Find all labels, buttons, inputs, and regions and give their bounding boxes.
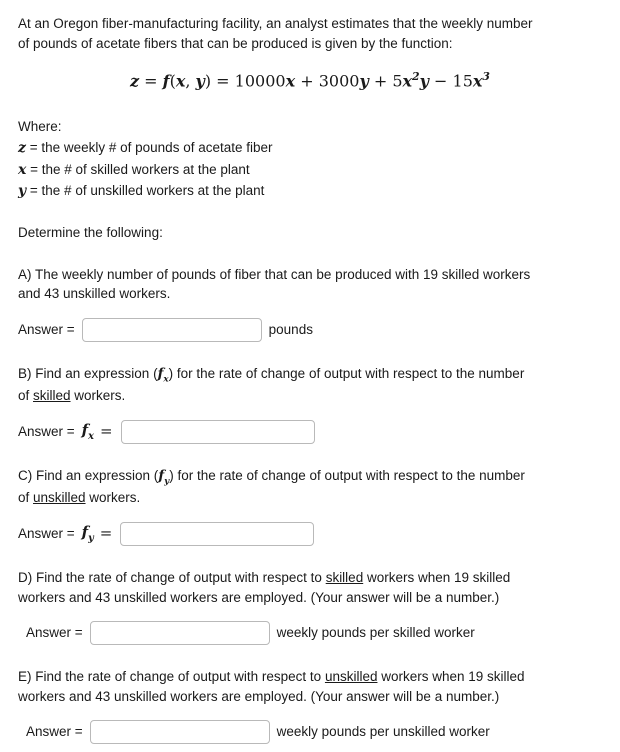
question-e-emphasis: unskilled	[324, 669, 378, 685]
answer-input-e[interactable]	[90, 720, 270, 744]
question-b-fx-sub: x	[163, 374, 169, 385]
question-c-line-2-pre: of	[18, 490, 34, 506]
answer-row-e	[18, 720, 602, 744]
answer-input-c[interactable]	[120, 522, 314, 546]
answer-input-b[interactable]	[121, 420, 315, 444]
question-d-emphasis: skilled	[325, 569, 364, 585]
question-e-line-1	[18, 667, 602, 687]
answer-label-d: Answer =	[26, 625, 83, 641]
determine-instruction	[18, 223, 602, 243]
question-d-line-1-post: workers when 19 skilled	[363, 569, 511, 585]
answer-label-e: Answer =	[26, 724, 83, 740]
fx-label	[82, 420, 94, 444]
question-d-line-2: workers and 43 unskilled workers are employed. (Your answer will be a number.)	[18, 589, 500, 605]
question-b-fx	[157, 365, 169, 385]
question-b-line-2-pre: of	[18, 388, 34, 404]
question-b-emphasis: skilled	[33, 388, 71, 404]
question-c-line-2-post: workers.	[85, 490, 141, 506]
question-c-line-1-pre: C) Find an expression (	[18, 467, 159, 483]
question-c	[18, 466, 602, 508]
question-d-line-1	[18, 568, 602, 588]
intro-line-1: At an Oregon fiber-manufacturing facility, an analyst estimates that the weekly number	[18, 16, 533, 31]
variable-definitions	[18, 117, 602, 201]
answer-input-a[interactable]	[82, 318, 262, 342]
intro-line-2: of pounds of acetate fibers that can be produced is given by the function:	[18, 35, 453, 51]
variable-x-desc: = the # of skilled workers at the plant	[30, 161, 250, 177]
question-c-line-2	[18, 488, 602, 508]
variable-y: y	[18, 182, 27, 199]
question-b-line-2-post: workers.	[70, 388, 126, 404]
answer-label-b: Answer =	[18, 424, 75, 440]
question-c-emphasis: unskilled	[33, 490, 86, 506]
fy-label	[82, 522, 94, 546]
question-d-line-1-pre: D) Find the rate of change of output with respect to	[18, 569, 326, 585]
fx-label-sub: x	[88, 430, 94, 442]
where-line-z	[18, 138, 602, 158]
answer-unit-e: weekly pounds per unskilled worker	[276, 724, 490, 740]
where-line-y	[18, 181, 602, 201]
question-e-line-2: workers and 43 unskilled workers are employed. (Your answer will be a number.)	[18, 688, 500, 704]
where-line-x	[18, 160, 602, 180]
question-e-line-1-post: workers when 19 skilled	[377, 669, 525, 685]
question-c-line-1	[18, 466, 602, 488]
question-c-fy	[158, 467, 170, 487]
question-b	[18, 364, 602, 406]
fy-label-base: f	[81, 522, 89, 541]
problem-intro	[18, 14, 602, 53]
question-c-fy-sub: y	[164, 476, 170, 487]
question-a	[18, 265, 602, 304]
variable-x: x	[18, 161, 27, 178]
answer-label-c: Answer =	[18, 526, 75, 542]
question-e	[18, 667, 602, 706]
question-b-line-1	[18, 364, 602, 386]
question-c-line-1-post: ) for the rate of change of output with respect to the number	[169, 467, 525, 483]
question-a-line-2: and 43 unskilled workers.	[18, 286, 171, 302]
answer-unit-d: weekly pounds per skilled worker	[276, 625, 475, 641]
question-b-line-2	[18, 386, 602, 406]
answer-row-a	[18, 318, 602, 342]
variable-z-desc: = the weekly # of pounds of acetate fiber	[29, 140, 273, 156]
variable-y-desc: = the # of unskilled workers at the plant	[29, 182, 265, 198]
question-b-line-1-pre: B) Find an expression (	[18, 365, 158, 381]
answer-row-c	[18, 522, 602, 546]
variable-z: z	[18, 140, 26, 157]
answer-unit-a: pounds	[268, 322, 313, 337]
fy-label-sub: y	[88, 532, 94, 544]
question-b-fx-base: f	[157, 365, 164, 382]
question-b-line-1-post: ) for the rate of change of output with respect to the number	[168, 365, 525, 381]
determine-text: Determine the following:	[18, 225, 163, 241]
question-e-line-1-pre: E) Find the rate of change of output with respect to	[18, 669, 325, 685]
answer-input-d[interactable]	[90, 621, 270, 645]
question-d	[18, 568, 602, 607]
question-a-line-1: A) The weekly number of pounds of fiber that can be produced with 19 skilled workers	[18, 266, 531, 282]
answer-label-a: Answer =	[18, 322, 75, 337]
fx-label-base: f	[81, 420, 89, 439]
equals-sign-b: =	[99, 421, 113, 440]
equals-sign-c: =	[99, 524, 113, 543]
answer-row-d	[18, 621, 602, 645]
answer-row-b	[18, 420, 602, 444]
question-c-fy-base: f	[158, 467, 165, 484]
where-label: Where:	[18, 118, 62, 134]
function-formula: z = f(x, $y) = 10000x + 3000y + 5x^2y - 15x^3$	[129, 70, 490, 91]
